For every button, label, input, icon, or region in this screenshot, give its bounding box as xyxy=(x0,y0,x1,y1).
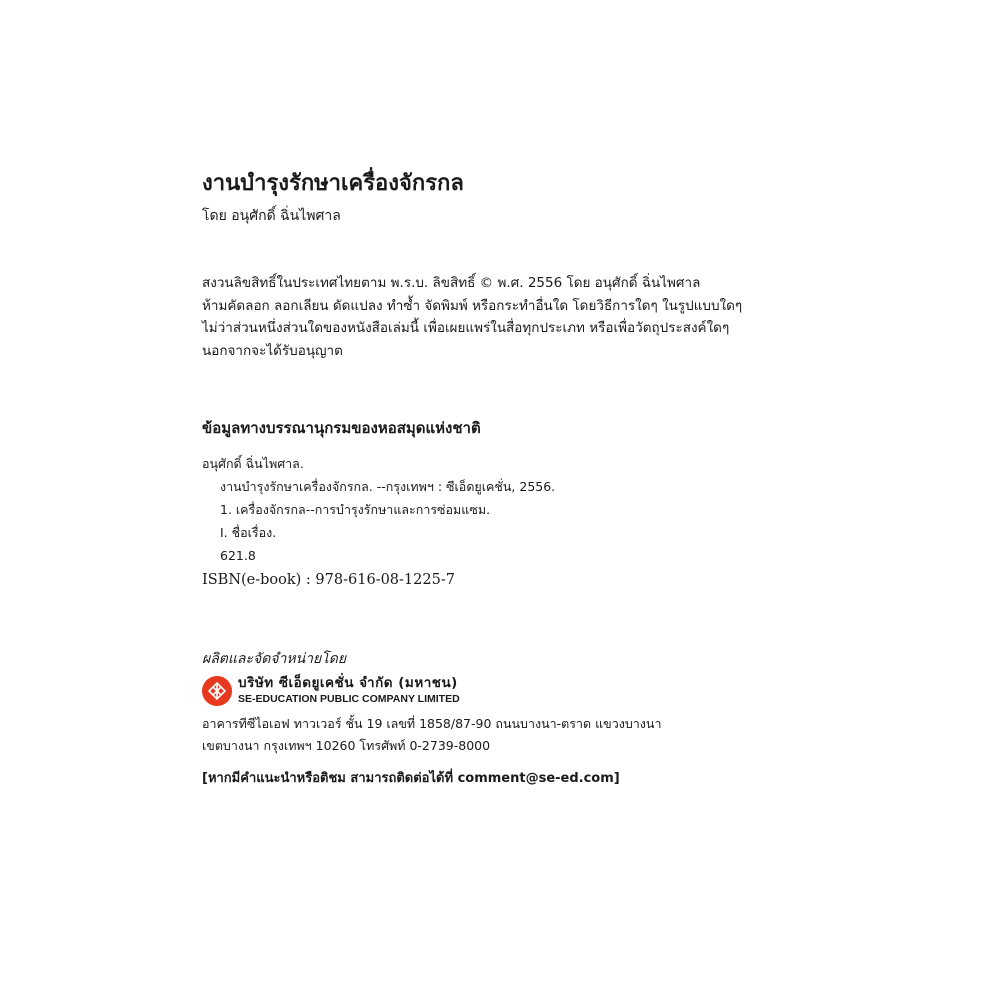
author-byline: โดย อนุศักดิ์ ฉิ่นไพศาล xyxy=(202,208,341,224)
copyright-line: ไม่ว่าส่วนหนึ่งส่วนใดของหนังสือเล่มนี้ เพื่อเผยแพร่ในสื่อทุกประเภท หรือเพื่อวัตถุประสงค์ใดๆ xyxy=(202,320,730,336)
publisher-logo-row xyxy=(202,675,460,707)
cip-author: อนุศักดิ์ ฉิ่นไพศาล. xyxy=(202,456,304,471)
se-ed-logo-icon xyxy=(207,681,227,701)
address-line: อาคารทีซีไอเอฟ ทาวเวอร์ ชั้น 19 เลขที่ 1858/87-90 ถนนบางนา-ตราด แขวงบางนา xyxy=(202,716,662,731)
cip-record xyxy=(202,452,555,567)
contact-note: [หากมีคำแนะนำหรือติชม สามารถติดต่อได้ที่ comment@se-ed.com] xyxy=(202,771,620,786)
cip-heading: ข้อมูลทางบรรณานุกรมของหอสมุดแห่งชาติ xyxy=(202,419,481,437)
cip-entry: งานบำรุงรักษาเครื่องจักรกล. --กรุงเทพฯ : ซีเอ็ดยูเคชั่น, 2556. xyxy=(220,479,556,494)
publisher-address xyxy=(202,713,661,757)
copyright-line: สงวนลิขสิทธิ์ในประเทศไทยตาม พ.ร.บ. ลิขสิทธิ์ © พ.ศ. 2556 โดย อนุศักดิ์ ฉิ่นไพศาล xyxy=(202,275,701,291)
cip-subject: 1. เครื่องจักรกล--การบำรุงรักษาและการซ่อมแซม. xyxy=(220,502,491,517)
copyright-line: ห้ามคัดลอก ลอกเลียน ดัดแปลง ทำซ้ำ จัดพิมพ์ หรือกระทำอื่นใด โดยวิธีการใดๆ ในรูปแบบใดๆ xyxy=(202,297,743,314)
copyright-notice xyxy=(202,272,802,362)
cip-classification: 621.8 xyxy=(220,548,256,563)
cip-title-entry: I. ชื่อเรื่อง. xyxy=(220,525,277,540)
isbn: ISBN(e-book) : 978-616-08-1225-7 xyxy=(202,572,455,588)
publisher-heading: ผลิตและจัดจำหน่ายโดย xyxy=(202,651,347,667)
book-title: งานบำรุงรักษาเครื่องจักรกล xyxy=(202,171,464,196)
publisher-logo-icon xyxy=(202,676,232,706)
copyright-line: นอกจากจะได้รับอนุญาต xyxy=(202,342,343,359)
company-name-english: SE-EDUCATION PUBLIC COMPANY LIMITED xyxy=(238,693,460,705)
address-line: เขตบางนา กรุงเทพฯ 10260 โทรศัพท์ 0-2739-8000 xyxy=(202,738,491,753)
company-name-thai: บริษัท ซีเอ็ดยูเคชั่น จำกัด (มหาชน) xyxy=(238,675,458,691)
